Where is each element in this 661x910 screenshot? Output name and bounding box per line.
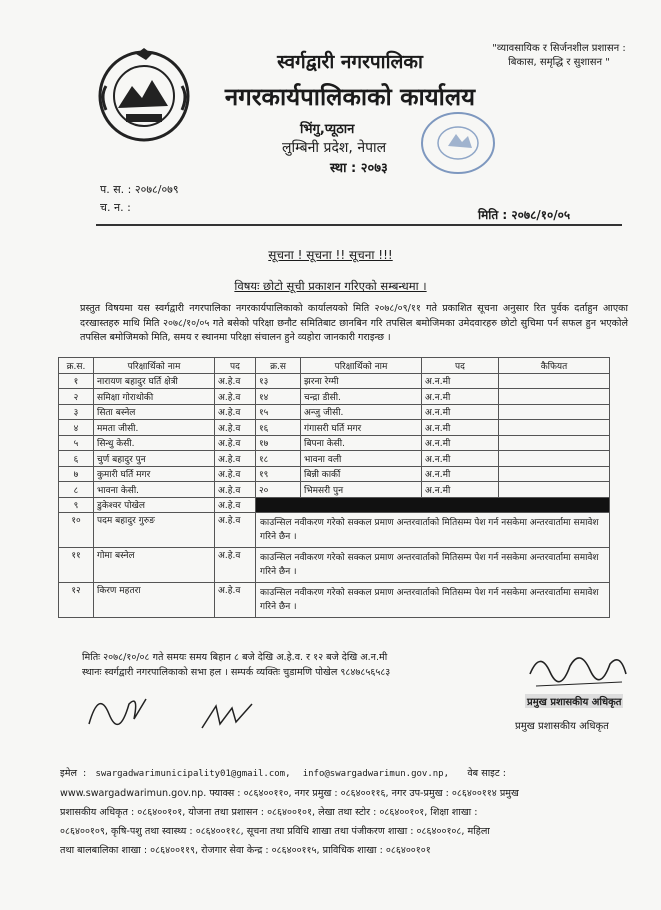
cell-candidate-name-2: बिपना केसी. — [301, 435, 422, 451]
footer-line-1: इमेल : swargadwarimunicipality01@gmail.com, info@swargadwarimun.gov.np, वेब साइट : — [60, 768, 507, 779]
email-address-1[interactable]: swargadwarimunicipality01@gmail.com, — [95, 769, 291, 779]
cell-post: अ.हे.व — [215, 451, 256, 467]
cell-post-2: अ.न.मी — [422, 373, 499, 389]
cell-post-2: अ.न.मी — [422, 404, 499, 420]
header-post-2: पद — [422, 358, 499, 374]
cell-remarks — [499, 482, 610, 498]
reference-block — [100, 181, 179, 217]
government-emblem — [96, 46, 192, 142]
cell-serial-2: १५ — [256, 404, 301, 420]
table-row — [59, 583, 610, 618]
cell-serial-2: १४ — [256, 389, 301, 405]
cell-candidate-name: डुकेश्वर पोखेल — [94, 497, 215, 513]
header-sn-2: क्र.स — [256, 358, 301, 374]
cell-remarks — [499, 435, 610, 451]
cell-serial: ८ — [59, 482, 94, 498]
municipality-name: स्वर्गद्वारी नगरपालिका — [277, 51, 423, 73]
cell-candidate-name-2: गंगासरी घर्ति मगर — [301, 420, 422, 436]
cell-candidate-name-2: अन्जु जीसी. — [301, 404, 422, 420]
cell-candidate-name: चुर्ण बहादुर पुन — [94, 451, 215, 467]
footer-line-3: प्रशासकीय अधिकृत : ०८६४००१०१, योजना तथा प्रशासन : ०८६४००१०१, लेखा तथा स्टोर : ०८६४००१०१, शिक्षा शाखा : — [60, 807, 478, 818]
table-row — [59, 548, 610, 583]
subject-line: विषयः छोटो सूची प्रकाशन गरिएको सम्बन्धमा । — [234, 279, 427, 293]
cell-council-remark: काउन्सिल नवीकरण गरेको सक्कल प्रमाण अन्तरवार्ताको मितिसम्म पेश गर्न नसकेमा अन्तरवार्तामा समावेश गरिने छैन । — [256, 583, 610, 618]
table-header-row — [59, 358, 610, 374]
header-name: परिक्षार्थिको नाम — [94, 358, 215, 374]
notice-heading: सूचना ! सूचना !! सूचना !!! — [268, 248, 393, 262]
cell-council-remark: काउन्सिल नवीकरण गरेको सक्कल प्रमाण अन्तरवार्ताको मितिसम्म पेश गर्न नसकेमा अन्तरवार्तामा समावेश गरिने छैन । — [256, 513, 610, 548]
cell-serial-2: १३ — [256, 373, 301, 389]
table-row — [59, 497, 610, 513]
footer-line-2: www.swargadwarimun.gov.np. फ्याक्स : ०८६४००११०, नगर प्रमुख : ०८६४००११६, नगर उप-प्रमुख : ०८६४००११४ प्रमुख — [60, 788, 519, 799]
cell-candidate-name: नारायण बहादुर घर्ति क्षेत्री — [94, 373, 215, 389]
slogan — [474, 42, 644, 70]
table-row — [59, 435, 610, 451]
address-line-1: भिंगु,प्यूठान — [300, 122, 355, 137]
cell-serial-2: २० — [256, 482, 301, 498]
cell-serial: ११ — [59, 548, 94, 583]
cell-candidate-name: समिक्षा गोराथोकी — [94, 389, 215, 405]
website-label: वेब साइट : — [467, 768, 507, 779]
footer-contacts — [60, 764, 616, 860]
header-remarks: कैफियत — [499, 358, 610, 374]
cell-remarks — [499, 389, 610, 405]
officer-stamp-label: प्रमुख प्रशासकीय अधिकृत — [525, 694, 623, 708]
table-row — [59, 513, 610, 548]
cell-remarks — [499, 466, 610, 482]
cell-serial: ९ — [59, 497, 94, 513]
cell-candidate-name-2: भावना वली — [301, 451, 422, 467]
cell-serial: १ — [59, 373, 94, 389]
officer-signature — [526, 644, 630, 694]
office-name: नगरकार्यपालिकाको कार्यालय — [224, 83, 476, 111]
cell-remarks — [499, 373, 610, 389]
cell-post: अ.हे.व — [215, 420, 256, 436]
office-seal-stamp — [418, 108, 498, 178]
cell-post-2: अ.न.मी — [422, 389, 499, 405]
committee-signature-1 — [84, 684, 154, 734]
table-row — [59, 389, 610, 405]
cell-candidate-name: कुमारी घर्ति मगर — [94, 466, 215, 482]
cell-candidate-name: किरण महतरा — [94, 583, 215, 618]
cell-candidate-name: पदम बहादुर गुरुङ — [94, 513, 215, 548]
cell-serial: २ — [59, 389, 94, 405]
header-name-2: परिक्षार्थिको नाम — [301, 358, 422, 374]
cell-serial-2: १९ — [256, 466, 301, 482]
cell-post: अ.हे.व — [215, 466, 256, 482]
officer-title: प्रमुख प्रशासकीय अधिकृत — [515, 721, 609, 732]
header-sn: क्र.स. — [59, 358, 94, 374]
cell-serial-2: १७ — [256, 435, 301, 451]
table-row — [59, 404, 610, 420]
cell-serial: ३ — [59, 404, 94, 420]
cell-post: अ.हे.व — [215, 389, 256, 405]
cell-serial: ६ — [59, 451, 94, 467]
cell-candidate-name-2: भिमसरी पुन — [301, 482, 422, 498]
cell-post: अ.हे.व — [215, 373, 256, 389]
email-address-2[interactable]: info@swargadwarimun.gov.np, — [302, 769, 450, 779]
cell-candidate-name: सिन्धु केसी. — [94, 435, 215, 451]
cell-serial: ७ — [59, 466, 94, 482]
footer-line-5: तथा बालबालिका शाखा : ०८६४००११९, रोजगार सेवा केन्द्र : ०८६४००११५, प्राविधिक शाखा : ०८६४००१०१ — [60, 845, 431, 856]
body-paragraph: प्रस्तुत विषयमा यस स्वर्गद्वारी नगरपालिका नगरकार्यपालिकाको कार्यालयको मिति २०७८/०९/११ गते प्रकाशित सूचना अनुसार रित पुर्वक दर्ताहुन आएका दरखास्तहरु माथि मिति २०७८/१०/०५ गते बसेको परिक्षा छनौट समितिबाट छानबिन गरि तपसिल बमोजिमका उमेदवारहरु छोटो सुचिमा पर्न सफल हुन भएकोले तपसिल बमोजिमको मिति, समय र स्थानमा परिक्षा संचालन हुने व्यहोरा जानकारी गराइन्छ । — [80, 303, 628, 343]
established-year: स्था : २०७३ — [330, 161, 388, 176]
cell-candidate-name-2: चन्द्रा डीसी. — [301, 389, 422, 405]
cell-post: अ.हे.व — [215, 482, 256, 498]
cell-post: अ.हे.व — [215, 497, 256, 513]
address-line-2: लुम्बिनी प्रदेश, नेपाल — [282, 140, 387, 156]
cell-remarks — [499, 404, 610, 420]
cell-post: अ.हे.व — [215, 583, 256, 618]
slogan-line-2: बिकास, समृद्धि र सुशासन " — [508, 57, 610, 68]
cell-council-remark: काउन्सिल नवीकरण गरेको सक्कल प्रमाण अन्तरवार्ताको मितिसम्म पेश गर्न नसकेमा अन्तरवार्तामा समावेश गरिने छैन । — [256, 548, 610, 583]
table-row — [59, 420, 610, 436]
reference-number: प. स. : २०७८/०७९ — [100, 183, 179, 196]
email-label: इमेल — [60, 768, 77, 779]
cell-serial: ५ — [59, 435, 94, 451]
cell-candidate-name: गोमा बस्नेल — [94, 548, 215, 583]
cell-candidate-name-2: झरना रेग्मी — [301, 373, 422, 389]
redacted-band — [256, 497, 610, 513]
cell-candidate-name: भावना केसी. — [94, 482, 215, 498]
dispatch-number: च. न. : — [100, 201, 131, 214]
cell-post-2: अ.न.मी — [422, 435, 499, 451]
cell-post: अ.हे.व — [215, 548, 256, 583]
cell-remarks — [499, 420, 610, 436]
committee-signature-2 — [198, 698, 258, 734]
header-divider — [96, 224, 622, 226]
cell-post-2: अ.न.मी — [422, 420, 499, 436]
cell-post-2: अ.न.मी — [422, 466, 499, 482]
document-date: मिति : २०७८/१०/०५ — [478, 208, 571, 222]
table-row — [59, 466, 610, 482]
schedule-date-time: मितिः २०७८/१०/०८ गते समयः समय बिहान ८ बजे देखि अ.हे.व. र १२ बजे देखि अ.न.मी — [82, 652, 388, 663]
footer-line-4: ०८६४००१०९, कृषि-पशु तथा स्वास्थ्य : ०८६४००११८, सूचना तथा प्रविधि शाखा तथा पंजीकरण शाखा : ०८६४००१०८, महिला — [60, 826, 490, 837]
cell-candidate-name: ममता जीसी. — [94, 420, 215, 436]
cell-remarks — [499, 451, 610, 467]
schedule-venue-contact: स्थानः स्वर्गद्वारी नगरपालिकाको सभा हल । सम्पर्क व्यक्तिः चुडामणि पोखेल ९८४७८५६५८३ — [82, 667, 391, 678]
cell-serial: ४ — [59, 420, 94, 436]
shortlist-table — [58, 357, 610, 618]
table-row — [59, 373, 610, 389]
cell-post-2: अ.न.मी — [422, 451, 499, 467]
cell-serial: १२ — [59, 583, 94, 618]
exam-schedule — [82, 650, 390, 680]
cell-candidate-name-2: बिन्नी कार्की — [301, 466, 422, 482]
cell-candidate-name: सिता बस्नेल — [94, 404, 215, 420]
header-post: पद — [215, 358, 256, 374]
table-row — [59, 451, 610, 467]
cell-post-2: अ.न.मी — [422, 482, 499, 498]
cell-serial: १० — [59, 513, 94, 548]
cell-post: अ.हे.व — [215, 435, 256, 451]
table-row — [59, 482, 610, 498]
cell-serial-2: १८ — [256, 451, 301, 467]
cell-post: अ.हे.व — [215, 404, 256, 420]
slogan-line-1: "व्यावसायिक र सिर्जनशील प्रशासन : — [492, 43, 626, 54]
cell-post: अ.हे.व — [215, 513, 256, 548]
cell-serial-2: १६ — [256, 420, 301, 436]
